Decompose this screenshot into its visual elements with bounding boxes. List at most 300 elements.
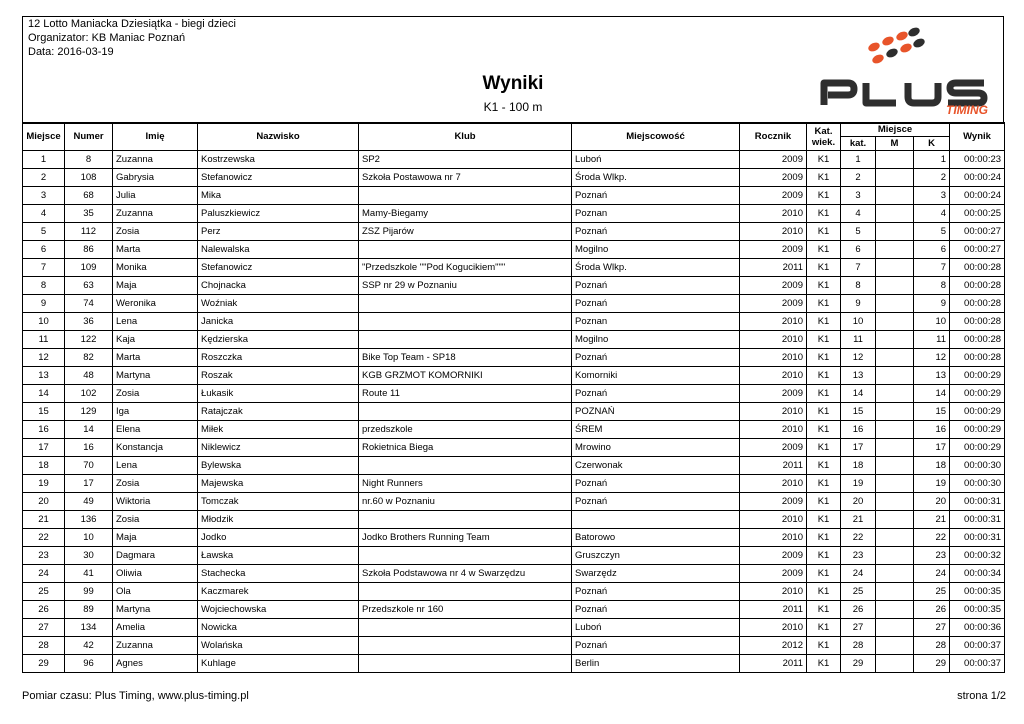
table-row <box>23 223 1005 241</box>
cell-nazwisko: Stefanowicz <box>198 169 359 187</box>
cell-kat-wiek: K1 <box>807 259 841 277</box>
results-table-body <box>23 151 1005 673</box>
cell-klub <box>359 313 572 331</box>
cell-kat-wiek: K1 <box>807 529 841 547</box>
cell-imie: Martyna <box>113 601 198 619</box>
cell-rocznik: 2009 <box>740 151 807 169</box>
header-box <box>22 16 1004 124</box>
cell-k: 26 <box>914 601 950 619</box>
cell-m <box>876 457 914 475</box>
cell-wynik: 00:00:29 <box>950 403 1005 421</box>
cell-nazwisko: Roszczka <box>198 349 359 367</box>
cell-m <box>876 511 914 529</box>
cell-k: 21 <box>914 511 950 529</box>
cell-wynik: 00:00:24 <box>950 187 1005 205</box>
cell-imie: Zuzanna <box>113 637 198 655</box>
cell-numer: 129 <box>65 403 113 421</box>
cell-imie: Weronika <box>113 295 198 313</box>
cell-klub <box>359 583 572 601</box>
cell-k: 24 <box>914 565 950 583</box>
cell-m <box>876 601 914 619</box>
cell-k: 3 <box>914 187 950 205</box>
cell-m <box>876 313 914 331</box>
table-row <box>23 475 1005 493</box>
cell-k: 13 <box>914 367 950 385</box>
cell-klub <box>359 547 572 565</box>
col-header-klub: Klub <box>359 123 572 151</box>
cell-numer: 109 <box>65 259 113 277</box>
cell-imie: Agnes <box>113 655 198 673</box>
cell-klub: "Przedszkole ""Pod Kogucikiem""" <box>359 259 572 277</box>
cell-miejscowosc: Mogilno <box>572 331 740 349</box>
cell-kat-wiek: K1 <box>807 619 841 637</box>
cell-miejscowosc: Środa Wlkp. <box>572 169 740 187</box>
cell-kat-wiek: K1 <box>807 385 841 403</box>
cell-klub: ZSZ Pijarów <box>359 223 572 241</box>
cell-kat: 23 <box>841 547 876 565</box>
cell-miejsce: 13 <box>23 367 65 385</box>
cell-klub <box>359 403 572 421</box>
cell-numer: 74 <box>65 295 113 313</box>
cell-wynik: 00:00:28 <box>950 259 1005 277</box>
cell-wynik: 00:00:23 <box>950 151 1005 169</box>
cell-wynik: 00:00:29 <box>950 421 1005 439</box>
cell-wynik: 00:00:25 <box>950 205 1005 223</box>
cell-miejsce: 10 <box>23 313 65 331</box>
cell-rocznik: 2010 <box>740 313 807 331</box>
cell-klub <box>359 637 572 655</box>
table-row <box>23 151 1005 169</box>
cell-kat: 27 <box>841 619 876 637</box>
cell-imie: Julia <box>113 187 198 205</box>
cell-miejsce: 20 <box>23 493 65 511</box>
cell-numer: 102 <box>65 385 113 403</box>
cell-wynik: 00:00:37 <box>950 637 1005 655</box>
cell-miejsce: 26 <box>23 601 65 619</box>
cell-imie: Maja <box>113 277 198 295</box>
cell-klub <box>359 187 572 205</box>
col-header-numer: Numer <box>65 123 113 151</box>
results-table-header <box>23 123 1005 151</box>
cell-imie: Lena <box>113 313 198 331</box>
cell-wynik: 00:00:27 <box>950 241 1005 259</box>
cell-rocznik: 2009 <box>740 241 807 259</box>
cell-rocznik: 2009 <box>740 187 807 205</box>
table-row <box>23 169 1005 187</box>
cell-k: 17 <box>914 439 950 457</box>
organizer: Organizator: KB Maniac Poznań <box>28 32 186 44</box>
cell-m <box>876 637 914 655</box>
cell-kat-wiek: K1 <box>807 457 841 475</box>
cell-wynik: 00:00:31 <box>950 511 1005 529</box>
cell-m <box>876 655 914 673</box>
cell-kat: 25 <box>841 583 876 601</box>
cell-m <box>876 439 914 457</box>
cell-numer: 49 <box>65 493 113 511</box>
cell-imie: Elena <box>113 421 198 439</box>
cell-rocznik: 2010 <box>740 349 807 367</box>
cell-klub <box>359 655 572 673</box>
cell-miejscowosc: Poznań <box>572 637 740 655</box>
cell-k: 18 <box>914 457 950 475</box>
cell-nazwisko: Chojnacka <box>198 277 359 295</box>
cell-nazwisko: Ratajczak <box>198 403 359 421</box>
cell-k: 1 <box>914 151 950 169</box>
cell-klub: przedszkole <box>359 421 572 439</box>
cell-rocznik: 2010 <box>740 619 807 637</box>
cell-miejsce: 14 <box>23 385 65 403</box>
cell-numer: 108 <box>65 169 113 187</box>
cell-miejscowosc: Batorowo <box>572 529 740 547</box>
cell-kat-wiek: K1 <box>807 349 841 367</box>
cell-k: 14 <box>914 385 950 403</box>
cell-nazwisko: Młodzik <box>198 511 359 529</box>
table-row <box>23 547 1005 565</box>
cell-k: 20 <box>914 493 950 511</box>
col-header-k: K <box>914 137 950 151</box>
cell-kat: 12 <box>841 349 876 367</box>
cell-rocznik: 2009 <box>740 547 807 565</box>
cell-rocznik: 2011 <box>740 655 807 673</box>
cell-kat: 4 <box>841 205 876 223</box>
cell-miejsce: 17 <box>23 439 65 457</box>
cell-nazwisko: Kuhlage <box>198 655 359 673</box>
cell-miejscowosc: Poznań <box>572 349 740 367</box>
footer-timing-credit: Pomiar czasu: Plus Timing, www.plus-timing.pl <box>22 690 249 702</box>
cell-k: 15 <box>914 403 950 421</box>
cell-m <box>876 421 914 439</box>
cell-rocznik: 2009 <box>740 493 807 511</box>
col-header-imie: Imię <box>113 123 198 151</box>
cell-nazwisko: Kędzierska <box>198 331 359 349</box>
cell-kat-wiek: K1 <box>807 583 841 601</box>
cell-numer: 89 <box>65 601 113 619</box>
cell-miejscowosc: Poznań <box>572 601 740 619</box>
cell-miejscowosc: Berlin <box>572 655 740 673</box>
category-subtitle: K1 - 100 m <box>483 100 543 114</box>
logo-word-timing: TIMING <box>946 103 988 115</box>
cell-wynik: 00:00:30 <box>950 475 1005 493</box>
cell-wynik: 00:00:30 <box>950 457 1005 475</box>
cell-rocznik: 2009 <box>740 295 807 313</box>
logo-dots <box>867 26 926 65</box>
cell-miejsce: 28 <box>23 637 65 655</box>
cell-rocznik: 2010 <box>740 529 807 547</box>
cell-kat: 17 <box>841 439 876 457</box>
table-row <box>23 403 1005 421</box>
cell-imie: Maja <box>113 529 198 547</box>
cell-nazwisko: Janicka <box>198 313 359 331</box>
cell-klub <box>359 511 572 529</box>
cell-rocznik: 2011 <box>740 259 807 277</box>
cell-kat-wiek: K1 <box>807 313 841 331</box>
cell-miejsce: 11 <box>23 331 65 349</box>
cell-miejsce: 5 <box>23 223 65 241</box>
col-header-nazwisko: Nazwisko <box>198 123 359 151</box>
cell-numer: 99 <box>65 583 113 601</box>
cell-kat-wiek: K1 <box>807 439 841 457</box>
cell-k: 10 <box>914 313 950 331</box>
cell-numer: 48 <box>65 367 113 385</box>
cell-nazwisko: Stefanowicz <box>198 259 359 277</box>
cell-miejsce: 4 <box>23 205 65 223</box>
cell-klub: Przedszkole nr 160 <box>359 601 572 619</box>
cell-m <box>876 295 914 313</box>
cell-k: 8 <box>914 277 950 295</box>
cell-wynik: 00:00:28 <box>950 277 1005 295</box>
cell-kat: 29 <box>841 655 876 673</box>
cell-kat: 26 <box>841 601 876 619</box>
cell-kat-wiek: K1 <box>807 637 841 655</box>
table-row <box>23 187 1005 205</box>
cell-miejscowosc: Poznań <box>572 223 740 241</box>
cell-imie: Amelia <box>113 619 198 637</box>
table-row <box>23 259 1005 277</box>
plus-timing-logo <box>818 25 993 115</box>
cell-kat: 28 <box>841 637 876 655</box>
cell-k: 4 <box>914 205 950 223</box>
cell-miejsce: 6 <box>23 241 65 259</box>
col-header-miejscowosc: Miejscowość <box>572 123 740 151</box>
cell-klub <box>359 331 572 349</box>
cell-k: 29 <box>914 655 950 673</box>
cell-k: 28 <box>914 637 950 655</box>
cell-miejsce: 24 <box>23 565 65 583</box>
cell-m <box>876 619 914 637</box>
cell-k: 19 <box>914 475 950 493</box>
cell-wynik: 00:00:28 <box>950 331 1005 349</box>
cell-numer: 68 <box>65 187 113 205</box>
col-header-miejsce-group: Miejsce <box>841 123 950 137</box>
cell-kat-wiek: K1 <box>807 205 841 223</box>
cell-k: 16 <box>914 421 950 439</box>
cell-nazwisko: Miłek <box>198 421 359 439</box>
cell-kat-wiek: K1 <box>807 187 841 205</box>
cell-kat-wiek: K1 <box>807 511 841 529</box>
cell-kat: 16 <box>841 421 876 439</box>
cell-numer: 136 <box>65 511 113 529</box>
cell-miejsce: 8 <box>23 277 65 295</box>
table-row <box>23 295 1005 313</box>
table-row <box>23 583 1005 601</box>
cell-imie: Wiktoria <box>113 493 198 511</box>
cell-miejscowosc: Poznań <box>572 385 740 403</box>
cell-k: 2 <box>914 169 950 187</box>
cell-imie: Zuzanna <box>113 151 198 169</box>
cell-k: 22 <box>914 529 950 547</box>
cell-rocznik: 2010 <box>740 331 807 349</box>
table-row <box>23 367 1005 385</box>
cell-kat-wiek: K1 <box>807 169 841 187</box>
cell-miejscowosc: Komorniki <box>572 367 740 385</box>
cell-rocznik: 2010 <box>740 475 807 493</box>
cell-kat: 18 <box>841 457 876 475</box>
col-header-kat-wiek: Kat. wiek. <box>807 123 841 151</box>
cell-rocznik: 2010 <box>740 223 807 241</box>
table-row <box>23 655 1005 673</box>
cell-miejscowosc: Mrowino <box>572 439 740 457</box>
cell-klub: nr.60 w Poznaniu <box>359 493 572 511</box>
table-row <box>23 601 1005 619</box>
table-row <box>23 331 1005 349</box>
cell-miejscowosc: Poznań <box>572 493 740 511</box>
cell-m <box>876 205 914 223</box>
cell-miejsce: 27 <box>23 619 65 637</box>
cell-miejscowosc: Poznań <box>572 277 740 295</box>
cell-rocznik: 2009 <box>740 439 807 457</box>
cell-miejsce: 9 <box>23 295 65 313</box>
cell-kat: 19 <box>841 475 876 493</box>
cell-wynik: 00:00:31 <box>950 493 1005 511</box>
cell-imie: Zosia <box>113 385 198 403</box>
cell-miejscowosc: Poznań <box>572 187 740 205</box>
cell-kat-wiek: K1 <box>807 331 841 349</box>
cell-imie: Marta <box>113 349 198 367</box>
cell-wynik: 00:00:24 <box>950 169 1005 187</box>
cell-miejscowosc: Poznan <box>572 205 740 223</box>
cell-kat-wiek: K1 <box>807 223 841 241</box>
cell-klub: SSP nr 29 w Poznaniu <box>359 277 572 295</box>
cell-klub: Jodko Brothers Running Team <box>359 529 572 547</box>
page-title: Wyniki <box>482 73 544 94</box>
cell-kat: 21 <box>841 511 876 529</box>
cell-kat: 8 <box>841 277 876 295</box>
cell-kat: 2 <box>841 169 876 187</box>
cell-klub <box>359 619 572 637</box>
cell-m <box>876 223 914 241</box>
cell-imie: Dagmara <box>113 547 198 565</box>
cell-kat-wiek: K1 <box>807 367 841 385</box>
cell-miejscowosc: Luboń <box>572 619 740 637</box>
cell-kat: 24 <box>841 565 876 583</box>
table-row <box>23 529 1005 547</box>
cell-kat-wiek: K1 <box>807 655 841 673</box>
cell-wynik: 00:00:35 <box>950 583 1005 601</box>
cell-miejsce: 25 <box>23 583 65 601</box>
table-row <box>23 277 1005 295</box>
cell-imie: Zuzanna <box>113 205 198 223</box>
cell-m <box>876 547 914 565</box>
table-row <box>23 493 1005 511</box>
cell-m <box>876 241 914 259</box>
cell-nazwisko: Nalewalska <box>198 241 359 259</box>
cell-wynik: 00:00:37 <box>950 655 1005 673</box>
cell-imie: Zosia <box>113 511 198 529</box>
cell-numer: 70 <box>65 457 113 475</box>
cell-kat: 5 <box>841 223 876 241</box>
table-row <box>23 349 1005 367</box>
logo-word-plus <box>824 83 984 105</box>
col-header-m: M <box>876 137 914 151</box>
cell-numer: 8 <box>65 151 113 169</box>
cell-m <box>876 331 914 349</box>
table-row <box>23 637 1005 655</box>
cell-m <box>876 367 914 385</box>
col-header-rocznik: Rocznik <box>740 123 807 151</box>
cell-nazwisko: Paluszkiewicz <box>198 205 359 223</box>
cell-imie: Gabrysia <box>113 169 198 187</box>
cell-miejscowosc: Poznań <box>572 583 740 601</box>
cell-miejsce: 23 <box>23 547 65 565</box>
cell-k: 6 <box>914 241 950 259</box>
cell-numer: 35 <box>65 205 113 223</box>
cell-klub <box>359 457 572 475</box>
cell-wynik: 00:00:28 <box>950 295 1005 313</box>
cell-m <box>876 385 914 403</box>
event-date: Data: 2016-03-19 <box>28 46 114 58</box>
cell-k: 12 <box>914 349 950 367</box>
table-row <box>23 241 1005 259</box>
cell-miejsce: 12 <box>23 349 65 367</box>
cell-miejsce: 18 <box>23 457 65 475</box>
cell-klub: Route 11 <box>359 385 572 403</box>
cell-kat: 13 <box>841 367 876 385</box>
cell-miejscowosc: ŚREM <box>572 421 740 439</box>
cell-nazwisko: Kaczmarek <box>198 583 359 601</box>
cell-k: 27 <box>914 619 950 637</box>
footer-page-number: strona 1/2 <box>957 690 1006 702</box>
cell-nazwisko: Mika <box>198 187 359 205</box>
cell-kat-wiek: K1 <box>807 565 841 583</box>
cell-kat: 7 <box>841 259 876 277</box>
cell-wynik: 00:00:31 <box>950 529 1005 547</box>
cell-miejscowosc: POZNAŃ <box>572 403 740 421</box>
cell-kat-wiek: K1 <box>807 277 841 295</box>
cell-rocznik: 2011 <box>740 601 807 619</box>
cell-m <box>876 475 914 493</box>
cell-miejsce: 21 <box>23 511 65 529</box>
cell-rocznik: 2009 <box>740 277 807 295</box>
cell-miejsce: 16 <box>23 421 65 439</box>
cell-k: 25 <box>914 583 950 601</box>
cell-rocznik: 2011 <box>740 457 807 475</box>
cell-miejsce: 3 <box>23 187 65 205</box>
col-header-miejsce: Miejsce <box>23 123 65 151</box>
cell-k: 5 <box>914 223 950 241</box>
cell-numer: 42 <box>65 637 113 655</box>
cell-wynik: 00:00:36 <box>950 619 1005 637</box>
cell-kat: 9 <box>841 295 876 313</box>
table-row <box>23 619 1005 637</box>
cell-numer: 14 <box>65 421 113 439</box>
cell-nazwisko: Roszak <box>198 367 359 385</box>
cell-kat: 1 <box>841 151 876 169</box>
cell-m <box>876 187 914 205</box>
cell-imie: Zosia <box>113 475 198 493</box>
cell-numer: 134 <box>65 619 113 637</box>
cell-imie: Ola <box>113 583 198 601</box>
cell-klub: Bike Top Team - SP18 <box>359 349 572 367</box>
cell-nazwisko: Woźniak <box>198 295 359 313</box>
cell-imie: Lena <box>113 457 198 475</box>
cell-miejscowosc: Swarzędz <box>572 565 740 583</box>
cell-m <box>876 583 914 601</box>
results-page <box>22 16 1004 668</box>
cell-kat-wiek: K1 <box>807 475 841 493</box>
cell-m <box>876 151 914 169</box>
cell-kat-wiek: K1 <box>807 547 841 565</box>
cell-wynik: 00:00:35 <box>950 601 1005 619</box>
cell-kat-wiek: K1 <box>807 151 841 169</box>
cell-m <box>876 259 914 277</box>
col-header-kat: kat. <box>841 137 876 151</box>
cell-m <box>876 169 914 187</box>
cell-klub: Rokietnica Biega <box>359 439 572 457</box>
cell-nazwisko: Jodko <box>198 529 359 547</box>
results-table <box>22 122 1005 673</box>
cell-imie: Monika <box>113 259 198 277</box>
cell-imie: Iga <box>113 403 198 421</box>
